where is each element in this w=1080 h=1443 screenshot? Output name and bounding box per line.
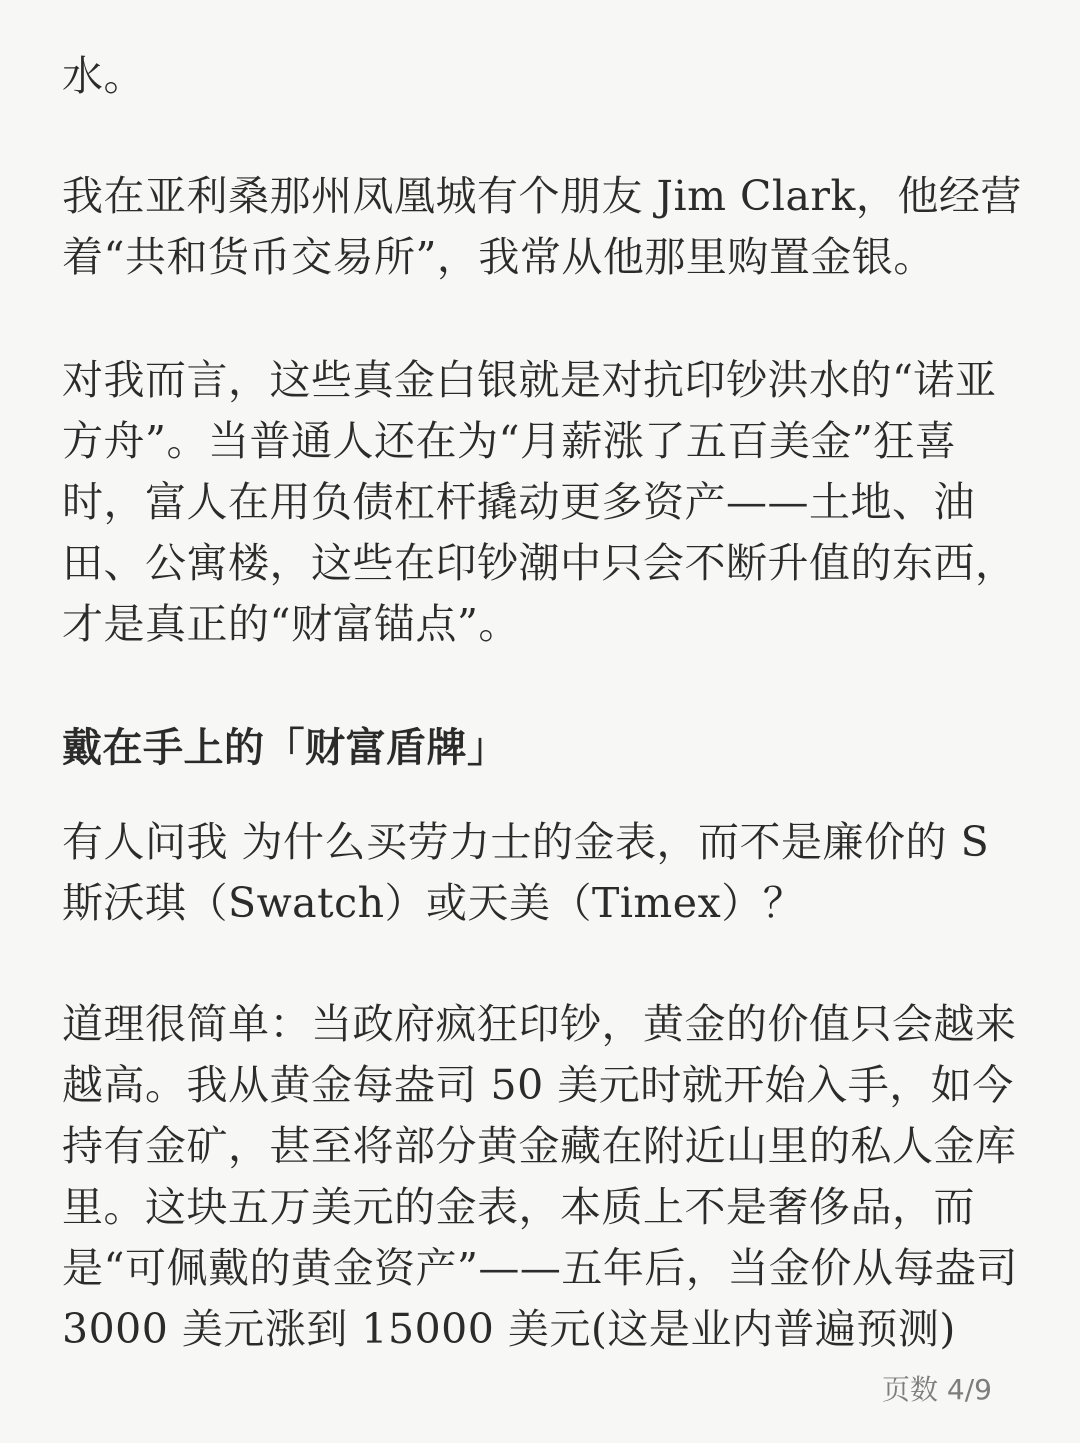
paragraph-1-container [62,46,1022,107]
paragraph-5: 道理很简单：当政府疯狂印钞，黄金的价值只会越来越高。我从黄金每盎司 50 美元时就开始入手，如今持有金矿，甚至将部分黄金藏在附近山里的私人金库里。这块五万美元的金表，本质上不是奢侈品，而是“可佩戴的黄金资产”——五年后，当金价从每盎司 3000 美元涨到 15000 美元(这是业内普遍预测) [62,1000,1018,1353]
paragraph-4-container [62,812,1022,934]
section-heading: 戴在手上的「财富盾牌」 [62,725,508,771]
section-heading-container [62,718,1022,779]
paragraph-3: 对我而言，这些真金白银就是对抗印钞洪水的“诺亚方舟”。当普通人还在为“月薪涨了五百美金”狂喜时，富人在用负债杠杆撬动更多资产——土地、油田、公寓楼，这些在印钞潮中只会不断升值的东西，才是真正的“财富锚点”。 [62,356,1017,648]
paragraph-2: 我在亚利桑那州凤凰城有个朋友 Jim Clark，他经营着“共和货币交易所”，我常从他那里购置金银。 [62,172,1022,281]
paragraph-1: 水。 [62,52,145,100]
paragraph-2-container [62,166,1022,288]
paragraph-4: 有人问我 为什么买劳力士的金表，而不是廉价的 S 斯沃琪（Swatch）或天美（Timex）？ [62,818,990,927]
paragraph-3-container [62,350,1022,655]
page-number: 页数 4/9 [882,1373,992,1406]
paragraph-5-container [62,994,1022,1360]
